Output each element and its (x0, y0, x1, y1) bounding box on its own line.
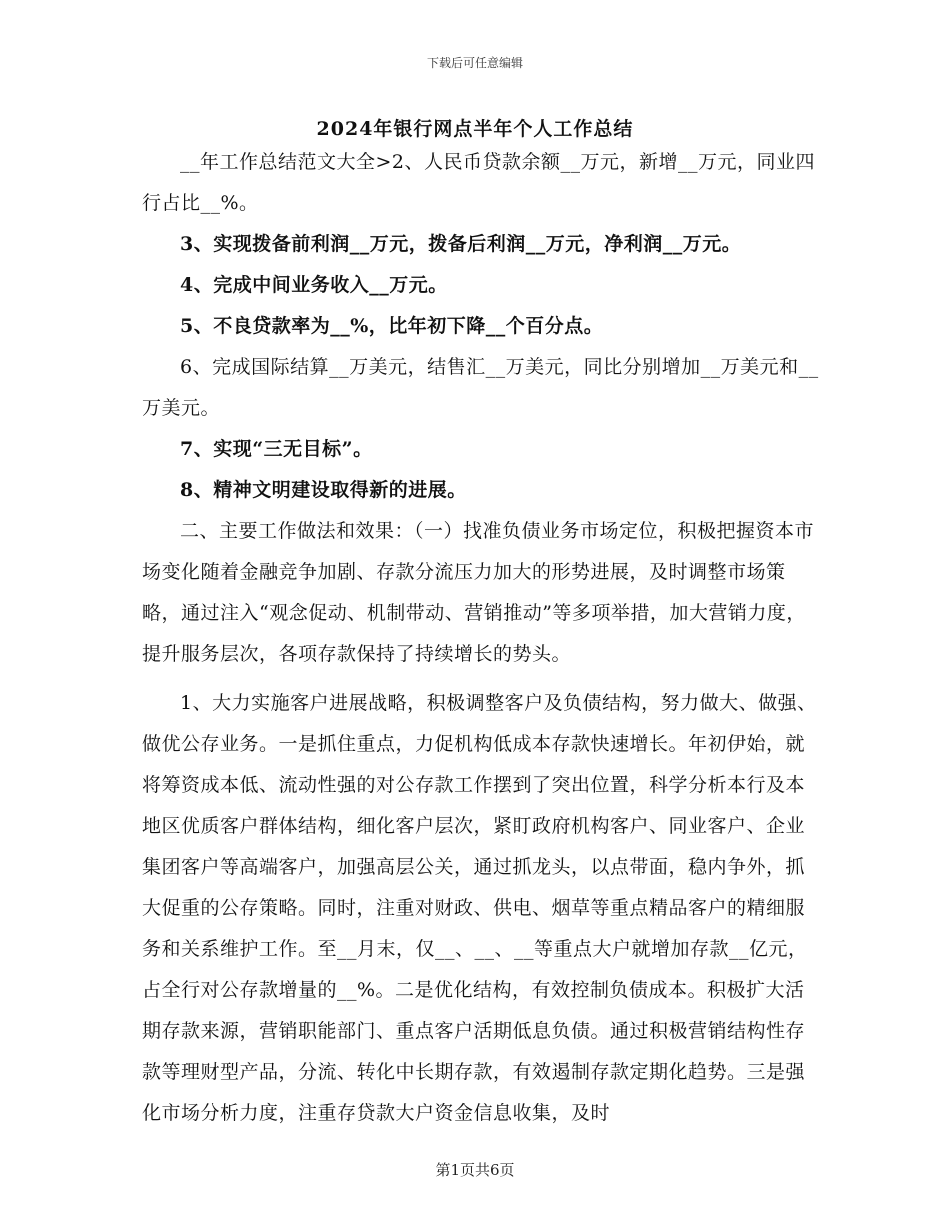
paragraph-2: 3、实现拨备前利润__万元，拨备后利润__万元，净利润__万元。 (180, 233, 742, 255)
document-title: 2024年银行网点半年个人工作总结 (316, 118, 634, 140)
paragraph-9: 1、大力实施客户进展战略，积极调整客户及负债结构，努力做大、做强、做优公存业务。一是抓住重点，力促机构低成本存款快速增长。年初伊始，就将筹资成本低、流动性强的对公存款工作摆到了突出位置，科学分析本行及本地区优质客户群体结构，细化客户层次，紧盯政府机构客户、同业客户、企业集团客户等高端客户，加强高层公关，通过抓龙头，以点带面，稳内争外，抓大促重的公存策略。同时，注重对财政、供电、烟草等重点精品客户的精细服务和关系维护工作。至__月末，仅__、__、__等重点大户就增加存款__亿元，占全行对公存款增量的__%。二是优化结构，有效控制负债成本。积极扩大活期存款来源，营销职能部门、重点客户活期低息负债。通过积极营销结构性存款等理财型产品，分流、转化中长期存款，有效遏制存款定期化趋势。三是强化市场分析力度，注重存贷款大户资金信息收集，及时 (142, 692, 817, 1124)
paragraph-3: 4、完成中间业务收入__万元。 (180, 274, 448, 296)
document-body (142, 142, 822, 1134)
paragraph-8: 二、主要工作做法和效果：（一）找准负债业务市场定位，积极把握资本市场变化随着金融竞争加剧、存款分流压力加大的形势进展，及时调整市场策略，通过注入“观念促动、机制带动、营销推动”等多项举措，加大营销力度，提升服务层次，各项存款保持了持续增长的势头。 (142, 520, 815, 665)
page-header: 下载后可任意编辑 (426, 56, 523, 70)
paragraph-6: 7、实现“三无目标”。 (180, 438, 373, 460)
paragraph-4: 5、不良贷款率为__%，比年初下降__个百分点。 (180, 315, 604, 337)
page-footer: 第1页共6页 (435, 1161, 515, 1179)
paragraph-spacer (142, 675, 822, 683)
paragraph-1: __年工作总结范文大全>2、人民币贷款余额__万元，新增__万元，同业四行占比__%。 (142, 151, 816, 214)
paragraph-5: 6、完成国际结算__万美元，结售汇__万美元，同比分别增加__万美元和__万美元。 (142, 356, 819, 419)
paragraph-7: 8、精神文明建设取得新的进展。 (180, 479, 467, 501)
